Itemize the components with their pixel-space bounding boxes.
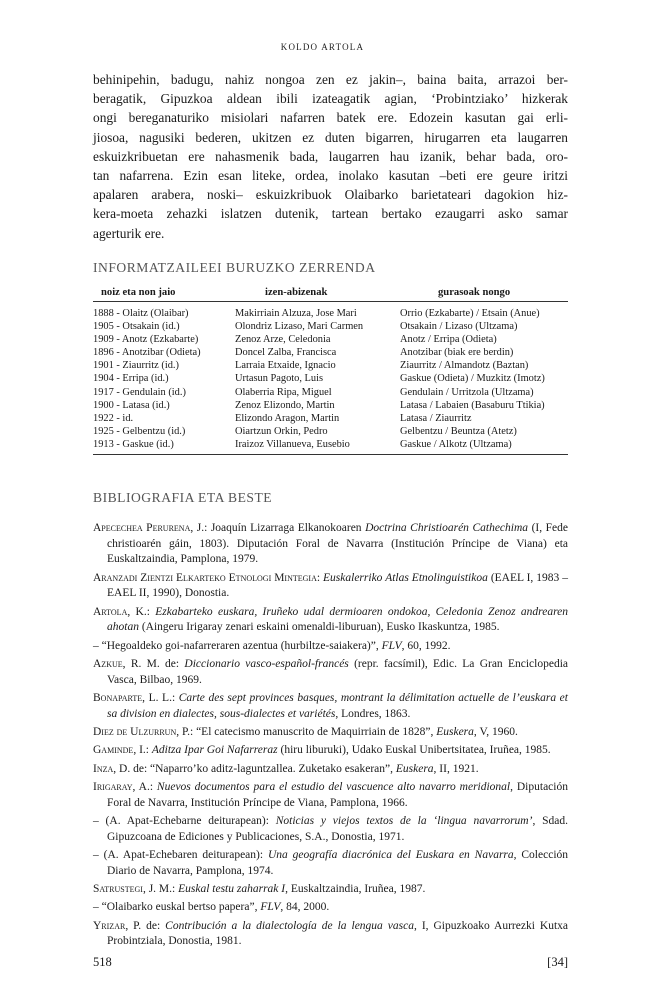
table-header-row: [93, 287, 568, 302]
cell-parents: Latasa / Labaien (Basaburu Ttikia): [400, 399, 545, 411]
entry-author: Satrustegi: [93, 883, 143, 896]
table-row: [93, 399, 568, 412]
cell-parents: Latasa / Ziaurritz: [400, 412, 472, 424]
entry-text: – “Hegoaldeko goi-nafarreraren azentua (hurbiltze-saiakera)”,: [93, 639, 382, 652]
entry-text: , I.:: [133, 744, 152, 757]
cell-parents: Anotzibar (biak ere berdin): [400, 347, 514, 359]
table-row: [93, 425, 568, 438]
cell-name: Oiartzun Orkin, Pedro: [235, 425, 328, 437]
bibliography-list: [93, 521, 568, 953]
bibliography-entry: [93, 639, 568, 655]
page-number: 518: [93, 955, 112, 969]
cell-birth: 1901 - Ziaurritz (id.): [93, 360, 179, 372]
entry-title: Euskera: [395, 762, 434, 775]
bibliography-entry: [93, 848, 568, 879]
entry-text: – (A. Apat-Echebarne deiturapean):: [93, 815, 276, 828]
entry-text-tail: , 60, 1992.: [401, 639, 451, 652]
entry-title: FLV: [260, 901, 281, 914]
body-line: behinipehin, badugu, nahiz nongoa zen ez jakin–, baina baita, arrazoi ber-: [93, 72, 568, 87]
cell-name: Urtasun Pagoto, Luis: [235, 373, 324, 385]
table-header-birth: noiz eta non jaio: [101, 287, 176, 298]
table-header-parents: gurasoak nongo: [438, 287, 511, 298]
entry-author: Diez de Ulzurrun: [93, 725, 177, 738]
entry-text: – (A. Apat-Echebaren deiturapean):: [93, 849, 268, 862]
entry-text: , P. de:: [125, 919, 166, 932]
cell-name: Elizondo Aragon, Martin: [235, 412, 340, 424]
body-paragraph: [93, 70, 568, 243]
table-row: [93, 359, 568, 372]
entry-title: Diccionario vasco-español-francés: [184, 657, 349, 670]
running-header: KOLDO ARTOLA: [280, 42, 365, 52]
entry-text-tail: , Euskaltzaindia, Iruñea, 1987.: [285, 883, 426, 896]
entry-title: Euskal testu zaharrak I: [178, 883, 286, 896]
entry-text-tail: , II, 1921.: [433, 762, 479, 775]
informants-table: [93, 287, 568, 455]
entry-author: Artola: [93, 605, 128, 618]
cell-name: Olondriz Lizaso, Mari Carmen: [235, 321, 364, 333]
cell-parents: Anotz / Erripa (Odieta): [400, 334, 497, 346]
cell-name: Iraizoz Villanueva, Eusebio: [235, 438, 350, 450]
table-row: [93, 333, 568, 346]
cell-parents: Otsakain / Lizaso (Ultzama): [400, 321, 518, 333]
bibliography-entry: [93, 780, 568, 811]
entry-text-tail: (I, Fede christioarén gáin, 1803). Diputación Foral de Navarra (Institución Príncipe de Viana) eta Euskaltzaindia, Pamplona, 1979.: [107, 522, 568, 566]
cell-name: Olaberria Ripa, Miguel: [235, 386, 332, 398]
body-line: agerturik ere.: [93, 225, 165, 241]
bibliography-entry: [93, 521, 568, 568]
cell-birth: 1896 - Anotzibar (Odieta): [93, 347, 201, 359]
entry-author: Inza: [93, 762, 114, 775]
cell-name: Larraia Etxaide, Ignacio: [235, 360, 336, 372]
bibliography-entry: [93, 605, 568, 636]
entry-title: Una geografía diacrónica del Euskara en Navarra: [267, 849, 514, 862]
entry-author: Gaminde: [93, 744, 134, 757]
entry-text-tail: , Diputación Foral de Navarra, Institución Príncipe de Viana, Pamplona, 1966.: [107, 781, 568, 809]
bibliography-entry: [93, 762, 568, 778]
body-line: jiosoa, nagusiki bederen, ukitzen ez duten bigarren, hirugarren eta laugarren: [93, 129, 568, 145]
body-line: eskuizkribuetan ere nahasmenik bada, laugarren hau izanik, behar bada, oro-: [93, 148, 568, 164]
entry-title: Euskalerriko Atlas Etnolinguistikoa: [323, 571, 488, 584]
section-title-informants: INFORMATZAILEEI BURUZKO ZERRENDA: [93, 260, 376, 275]
entry-author: Aranzadi Zientzi Elkarteko Etnologi Mintegia: [93, 571, 317, 584]
bibliography-entry: [93, 725, 568, 741]
cell-parents: Gendulain / Urritzola (Ultzama): [400, 386, 534, 398]
cell-parents: Gelbentzu / Beuntza (Atetz): [400, 425, 517, 437]
entry-title: Euskera: [436, 725, 474, 738]
cell-name: Zenoz Arze, Celedonia: [235, 334, 331, 346]
entry-author: Yrizar: [93, 919, 126, 932]
cell-birth: 1913 - Gaskue (id.): [93, 438, 174, 450]
table-row: [93, 412, 568, 425]
bibliography-entry: [93, 900, 568, 916]
body-line: ongi bereganaturiko misiolari nafarren batek ere. Edozein kasutan gai erli-: [93, 110, 568, 126]
bibliography-entry: [93, 882, 568, 898]
cell-birth: 1922 - id.: [93, 412, 134, 424]
cell-birth: 1900 - Latasa (id.): [93, 399, 170, 411]
bibliography-entry: [93, 919, 568, 950]
bibliography-entry: [93, 814, 568, 845]
entry-text: – “Olaibarko euskal bertso papera”,: [93, 901, 261, 914]
entry-text: , D. de: “Naparro’ko aditz-laguntzallea. Zuketako esakeran”,: [113, 762, 396, 775]
entry-text: , K.:: [127, 605, 156, 618]
entry-title: Ezkabarteko euskara, Iruñeko udal dermioaren ondokoa, Celedonia Zenoz andrearen ahotan: [107, 605, 568, 634]
cell-name: Makirriain Alzuza, Jose Mari: [235, 308, 357, 319]
cell-birth: 1909 - Anotz (Ezkabarte): [93, 334, 199, 346]
entry-title: Contribución a la dialectología de la lengua vasca: [165, 919, 414, 932]
entry-title: Doctrina Christioarén Cathechima: [365, 522, 529, 534]
section-title-bibliography: BIBLIOGRAFIA ETA BESTE: [93, 490, 273, 505]
bibliography-entry: [93, 571, 568, 602]
bracket-page-number: [34]: [547, 955, 568, 969]
entry-title: Noticias y viejos textos de la ‘lingua navarrorum’: [275, 815, 533, 828]
bibliography-entry: [93, 657, 568, 688]
table-row: [93, 372, 568, 385]
bibliography-entry: [93, 743, 568, 759]
entry-text: :: [316, 571, 324, 584]
cell-name: Doncel Zalba, Francisca: [235, 347, 337, 359]
cell-birth: 1917 - Gendulain (id.): [93, 386, 186, 398]
entry-title: Nuevos documentos para el estudio del vascuence alto navarro meridional: [156, 781, 511, 794]
entry-text: , J. M.:: [142, 883, 179, 896]
entry-author: Bonaparte: [93, 691, 143, 704]
entry-author: Irigaray: [93, 781, 133, 794]
body-line: apalaren arabera, noski– eskuizkribuok Olaibarko barietateari dagokion hiz-: [93, 187, 568, 203]
entry-text: , J.: Joaquín Lizarraga Elkanokoaren: [190, 522, 366, 534]
entry-text-tail: , 84, 2000.: [280, 901, 330, 914]
cell-birth: 1888 - Olaitz (Olaibar): [93, 308, 189, 319]
entry-title: Carte des sept provinces basques, montrant la délimitation actuelle de l’euskara et sa division en dialectes, sous-dialectes et variétés: [107, 691, 568, 720]
table-row: [93, 386, 568, 399]
entry-text-tail: (hiru liburuki), Udako Euskal Unibertsitatea, Iruñea, 1985.: [277, 744, 551, 757]
body-line: kera-moeta zehazki islatzen dutenik, tartean bertako ezaugarri asko samar: [93, 206, 568, 222]
entry-title: Aditza Ipar Goi Nafarreraz: [151, 744, 278, 757]
table-row: [93, 438, 568, 451]
cell-birth: 1925 - Gelbentzu (id.): [93, 425, 186, 437]
entry-text-tail: (Aingeru Irigaray zenari eskaini omenaldi-liburuan), Eusko Ikaskuntza, 1985.: [138, 621, 500, 634]
table-body: [93, 302, 568, 455]
entry-author: Azkue: [93, 657, 123, 670]
body-line: tan nafarrena. Ezin esan liteke, ordea, inolako kasutan –beti ere geure iritzi: [93, 168, 568, 184]
cell-parents: Ziaurritz / Almandotz (Baztan): [400, 360, 529, 372]
entry-text-tail: , V, 1960.: [473, 725, 518, 738]
entry-text-tail: , Londres, 1863.: [335, 707, 411, 720]
cell-parents: Gaskue (Odieta) / Muzkitz (Imotz): [400, 373, 545, 385]
entry-text-tail: , Colección Diario de Navarra, Pamplona, 1974.: [107, 849, 569, 877]
entry-text: , R. M. de:: [122, 657, 185, 670]
table-row: [93, 307, 568, 320]
cell-parents: Orrio (Ezkabarte) / Etsain (Anue): [400, 308, 540, 319]
entry-text: , P.: “El catecismo manuscrito de Maquirriain de 1828”,: [176, 725, 437, 738]
entry-text: , A.:: [132, 781, 157, 794]
table-row: [93, 320, 568, 333]
body-line: beragatik, Gipuzkoa aldean ibili izateagatik agian, ‘Probintziako’ hizkerak: [93, 91, 568, 107]
entry-title: FLV: [381, 639, 402, 652]
entry-text-tail: (repr. facsímil), Edic. La Gran Enciclopedia Vasca, Bilbao, 1969.: [107, 657, 569, 686]
entry-text-tail: , I, Gipuzkoako Aurrezki Kutxa Probintziala, Donostia, 1981.: [107, 919, 568, 948]
cell-birth: 1904 - Erripa (id.): [93, 373, 169, 385]
cell-parents: Gaskue / Alkotz (Ultzama): [400, 438, 512, 450]
entry-text-tail: (EAEL I, 1983 – EAEL II, 1990), Donostia.: [107, 571, 568, 600]
table-header-name: izen-abizenak: [265, 287, 328, 298]
entry-author: Apecechea Perurena: [93, 522, 191, 534]
table-row: [93, 346, 568, 359]
bibliography-entry: [93, 691, 568, 722]
entry-text: , L. L.:: [142, 691, 179, 704]
cell-name: Zenoz Elizondo, Martin: [235, 399, 335, 411]
cell-birth: 1905 - Otsakain (id.): [93, 321, 180, 333]
entry-text-tail: , Sdad. Gipuzcoana de Ediciones y Publicaciones, S.A., Donostia, 1971.: [107, 815, 568, 843]
